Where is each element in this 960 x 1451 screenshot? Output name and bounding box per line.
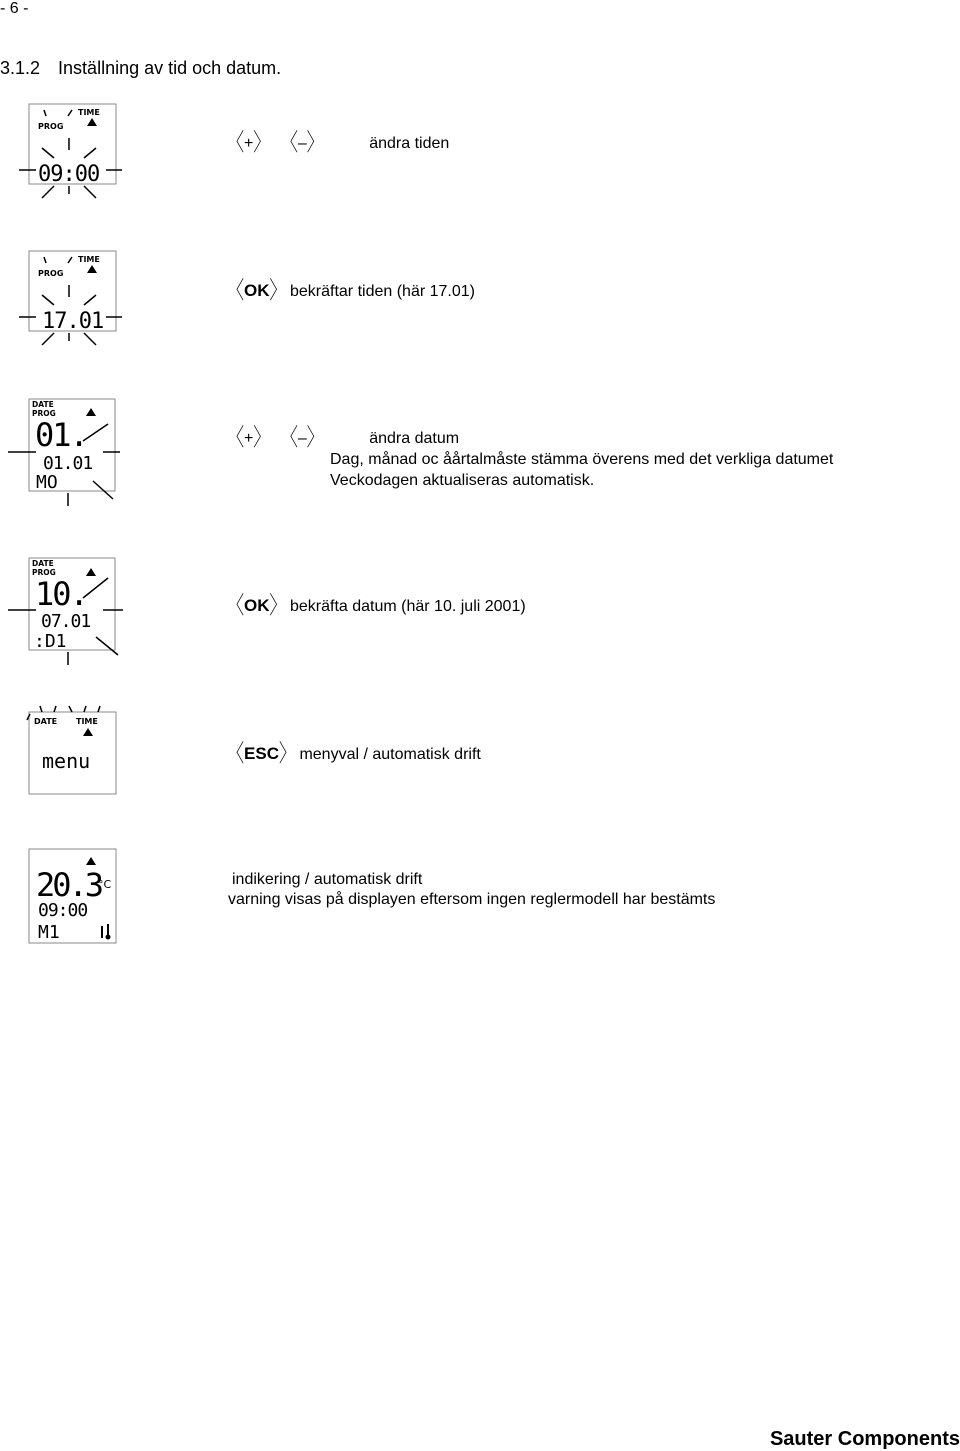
step-2-row	[228, 278, 475, 304]
page-number: - 6 -	[0, 0, 29, 17]
ok-key: OK	[244, 281, 270, 300]
lcd-label-date: DATE	[34, 717, 58, 726]
lcd-label-time: TIME	[76, 717, 98, 726]
lcd-big-value: 01.	[35, 416, 87, 454]
step-1-text: ändra tiden	[369, 135, 450, 152]
lcd-time: 09:00	[38, 900, 88, 921]
lcd-temperature: 20.3	[36, 866, 102, 904]
lcd-display-menu	[14, 700, 124, 800]
lcd-display-date	[8, 396, 120, 508]
warning-icon	[87, 265, 97, 273]
step-5-row	[228, 741, 481, 767]
step-3-text-3: Veckodagen aktualiseras automatisk.	[330, 472, 595, 489]
key-close-bracket-icon: 〉	[253, 425, 270, 451]
lcd-display-auto	[28, 848, 120, 946]
warning-icon	[87, 118, 97, 126]
lcd-weekday: MO	[36, 472, 58, 493]
warning-icon	[86, 568, 96, 576]
minus-key: –	[297, 430, 307, 447]
lcd-label-time: TIME	[78, 108, 100, 117]
lcd-label-prog: PROG	[32, 409, 56, 418]
plus-key: +	[244, 430, 254, 447]
lcd-value: 07.01	[41, 611, 91, 632]
key-open-bracket-icon: 〈	[228, 593, 245, 619]
warning-icon	[86, 408, 96, 416]
key-close-bracket-icon: 〉	[253, 130, 270, 156]
thermometer-icon	[102, 924, 111, 940]
esc-key: ESC	[244, 744, 279, 763]
lcd-weekday: :D1	[34, 631, 67, 652]
footer-company: Sauter Components	[769, 1428, 960, 1450]
lcd-label-prog: PROG	[32, 568, 56, 577]
step-3-text-1: ändra datum	[369, 430, 460, 447]
section-heading	[0, 58, 281, 79]
lcd-temperature-unit: °C	[98, 878, 112, 891]
key-close-bracket-icon: 〉	[306, 130, 323, 156]
lcd-value: 17.01	[42, 309, 104, 334]
step-4-row	[228, 593, 526, 619]
section-number: 3.1.2	[0, 58, 41, 78]
plus-key: +	[244, 135, 254, 152]
warning-icon	[86, 857, 96, 865]
key-close-bracket-icon: 〉	[278, 741, 295, 767]
lcd-label-date: DATE	[32, 559, 54, 568]
lcd-display-time-confirm	[14, 245, 124, 355]
step-2-text: bekräftar tiden (här 17.01)	[289, 283, 475, 300]
lcd-label-prog: PROG	[38, 122, 64, 131]
key-open-bracket-icon: 〈	[281, 425, 298, 451]
key-open-bracket-icon: 〈	[281, 130, 298, 156]
step-1-row	[228, 130, 450, 156]
step-6-text-2: varning visas på displayen eftersom ingen reglermodell har bestämts	[228, 891, 716, 908]
key-open-bracket-icon: 〈	[228, 425, 245, 451]
lcd-value: menu	[42, 749, 91, 773]
ok-key: OK	[244, 596, 270, 615]
step-3-row	[228, 425, 460, 451]
key-close-bracket-icon: 〉	[269, 278, 286, 304]
lcd-value: 09:00	[38, 162, 100, 187]
lcd-label-date: DATE	[32, 400, 54, 409]
lcd-big-value: 10.	[35, 575, 87, 613]
key-close-bracket-icon: 〉	[306, 425, 323, 451]
step-6-text-1: indikering / automatisk drift	[232, 871, 423, 888]
key-open-bracket-icon: 〈	[228, 741, 245, 767]
step-5-text: menyval / automatisk drift	[299, 746, 481, 763]
step-4-text: bekräfta datum (här 10. juli 2001)	[289, 598, 526, 615]
lcd-mode: M1	[38, 922, 60, 943]
step-3-text-2: Dag, månad oc åårtalmåste stämma överens med det verkliga datumet	[330, 451, 834, 468]
lcd-display-date-confirm	[8, 555, 120, 667]
lcd-display-time	[14, 98, 124, 208]
lcd-label-time: TIME	[78, 255, 100, 264]
key-open-bracket-icon: 〈	[228, 278, 245, 304]
lcd-value: 01.01	[43, 453, 93, 474]
key-close-bracket-icon: 〉	[269, 593, 286, 619]
section-title: Inställning av tid och datum.	[58, 58, 282, 78]
lcd-label-prog: PROG	[38, 269, 64, 278]
key-open-bracket-icon: 〈	[228, 130, 245, 156]
warning-icon	[83, 728, 93, 736]
minus-key: –	[297, 135, 307, 152]
